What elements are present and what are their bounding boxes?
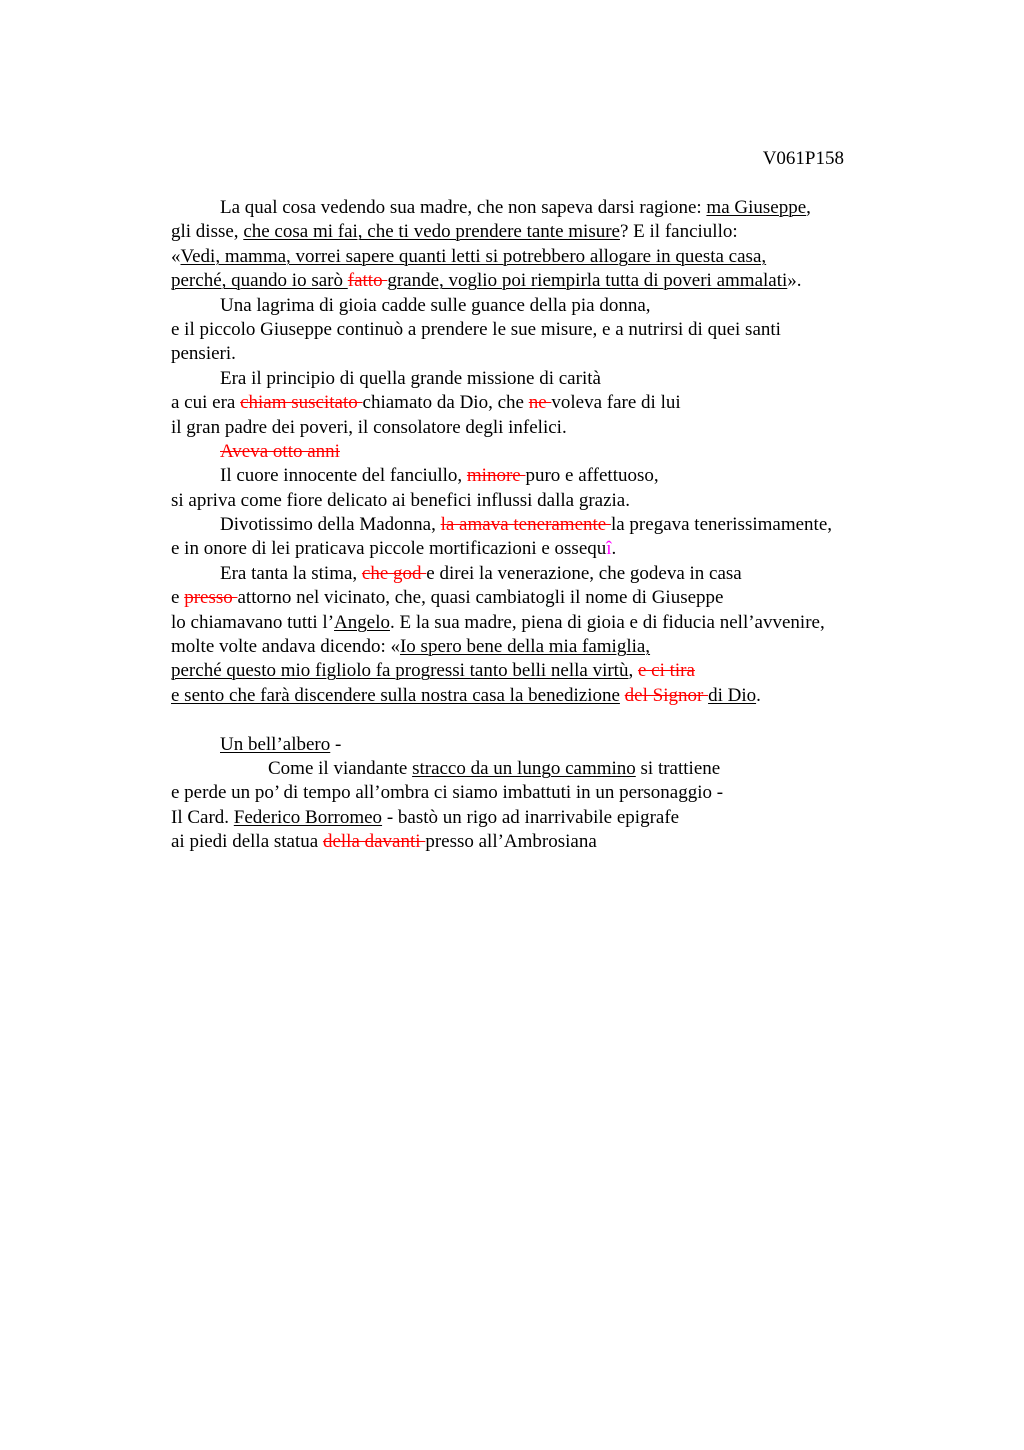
plain-text: Divotissimo della Madonna, — [220, 514, 441, 536]
underlined-text: perché, quando io sarò — [171, 270, 348, 292]
struck-out-text: e ci tira — [637, 660, 695, 682]
plain-text: chiamato da Dio, che — [362, 392, 529, 414]
text-line — [171, 513, 901, 537]
text-line — [171, 391, 901, 415]
text-line — [171, 806, 901, 830]
plain-text: Era tanta la stima, — [220, 562, 362, 584]
plain-text: , — [628, 660, 638, 682]
plain-text: Una lagrima di gioia cadde sulle guance della pia donna, — [220, 294, 651, 316]
underlined-text: Federico Borromeo — [233, 806, 383, 828]
text-line — [171, 562, 901, 586]
plain-text: Il Card. — [171, 806, 234, 828]
struck-out-text: presso — [184, 587, 238, 609]
plain-text: La qual cosa vedendo sua madre, che non sapeva darsi ragione: — [220, 197, 707, 218]
text-line — [171, 733, 901, 757]
plain-text: - — [330, 733, 342, 755]
plain-text: la pregava tenerissimamente, — [610, 514, 833, 536]
plain-text: molte volte andava dicendo: « — [171, 636, 400, 658]
plain-text: e in onore di lei praticava piccole mortificazioni e ossequ — [171, 538, 607, 560]
underlined-text: grande, voglio poi riempirla tutta di poveri ammalati — [387, 270, 788, 292]
text-line — [171, 440, 901, 464]
plain-text: il gran padre dei poveri, il consolatore degli infelici. — [171, 416, 567, 438]
plain-text: ». — [787, 270, 802, 292]
struck-out-text: della davanti — [322, 831, 426, 853]
plain-text: . — [611, 538, 617, 560]
underlined-text: e sento che farà discendere sulla nostra casa la benedizione — [171, 684, 620, 706]
text-line — [171, 586, 901, 610]
text-line — [171, 635, 901, 659]
page-identifier: V061P158 — [762, 148, 844, 169]
text-line — [171, 416, 901, 440]
text-line — [171, 781, 901, 805]
plain-text: , — [806, 197, 811, 218]
text-line — [171, 611, 901, 635]
text-line — [171, 659, 901, 683]
struck-out-text: ne — [528, 392, 552, 414]
text-line — [171, 757, 901, 781]
plain-text: voleva fare di lui — [551, 392, 681, 414]
plain-text: si trattiene — [635, 757, 721, 779]
plain-text: puro e affettuoso, — [525, 465, 659, 487]
underlined-text: Un bell’albero — [220, 733, 331, 755]
plain-text: e perde un po’ di tempo all’ombra ci siamo imbattuti in un personaggio - — [171, 782, 724, 804]
plain-text: Il cuore innocente del fanciullo, — [220, 465, 467, 487]
text-line — [171, 196, 901, 220]
text-line — [171, 464, 901, 488]
plain-text: si apriva come fiore delicato ai benefici influssi dalla grazia. — [171, 489, 630, 511]
underlined-text: Angelo — [334, 611, 390, 633]
underlined-text: Io spero bene della mia famiglia, — [399, 636, 651, 658]
plain-text: Come il viandante — [268, 757, 413, 779]
text-line — [171, 367, 901, 391]
struck-out-text: fatto — [347, 270, 388, 292]
struck-out-text: Aveva otto anni — [220, 440, 340, 462]
plain-text: « — [171, 245, 181, 267]
text-line — [171, 269, 901, 293]
text-line — [171, 294, 901, 318]
plain-text: Era il principio di quella grande missione di carità — [220, 367, 601, 389]
plain-text: attorno nel vicinato, che, quasi cambiatogli il nome di Giuseppe — [237, 587, 724, 609]
manuscript-transcription — [171, 196, 901, 855]
plain-text: ? E il fanciullo: — [619, 221, 738, 243]
text-line — [171, 684, 901, 708]
text-line — [171, 318, 901, 342]
struck-out-text: minore — [466, 465, 526, 487]
plain-text: pensieri. — [171, 343, 236, 365]
plain-text: - bastò un rigo ad inarrivabile epigrafe — [382, 806, 680, 828]
struck-out-text: del Signor — [624, 684, 709, 706]
underlined-text: Vedi, mamma, vorrei sapere quanti letti si potrebbero allogare in questa casa, — [180, 245, 767, 267]
text-line — [171, 537, 901, 561]
plain-text: e — [171, 587, 185, 609]
underlined-text: ma Giuseppe — [706, 197, 807, 218]
blank-line — [171, 708, 901, 732]
underlined-text: che cosa mi fai, che ti vedo prendere tante misure — [243, 221, 620, 243]
plain-text: . E la sua madre, piena di gioia e di fiducia nell’avvenire, — [389, 611, 825, 633]
plain-text: presso all’Ambrosiana — [425, 831, 597, 853]
plain-text: lo chiamavano tutti l’ — [171, 611, 335, 633]
plain-text: gli disse, — [171, 221, 244, 243]
text-line — [171, 830, 901, 854]
underlined-text: perché questo mio figliolo fa progressi tanto belli nella virtù — [171, 660, 629, 682]
plain-text: a cui era — [171, 392, 241, 414]
underlined-text: di Dio — [708, 684, 757, 706]
text-line — [171, 245, 901, 269]
struck-out-text: la amava teneramente — [440, 514, 611, 536]
underlined-text: stracco da un lungo cammino — [412, 757, 636, 779]
plain-text: e direi la venerazione, che godeva in casa — [426, 562, 742, 584]
text-line — [171, 342, 901, 366]
plain-text: . — [756, 684, 761, 706]
highlighted-char: î — [606, 538, 612, 560]
plain-text: ai piedi della statua — [171, 831, 323, 853]
struck-out-text: chiam suscitato — [240, 392, 363, 414]
text-line — [171, 489, 901, 513]
text-line — [171, 220, 901, 244]
plain-text: e il piccolo Giuseppe continuò a prendere le sue misure, e a nutrirsi di quei santi — [171, 318, 781, 340]
struck-out-text: che god — [361, 562, 427, 584]
